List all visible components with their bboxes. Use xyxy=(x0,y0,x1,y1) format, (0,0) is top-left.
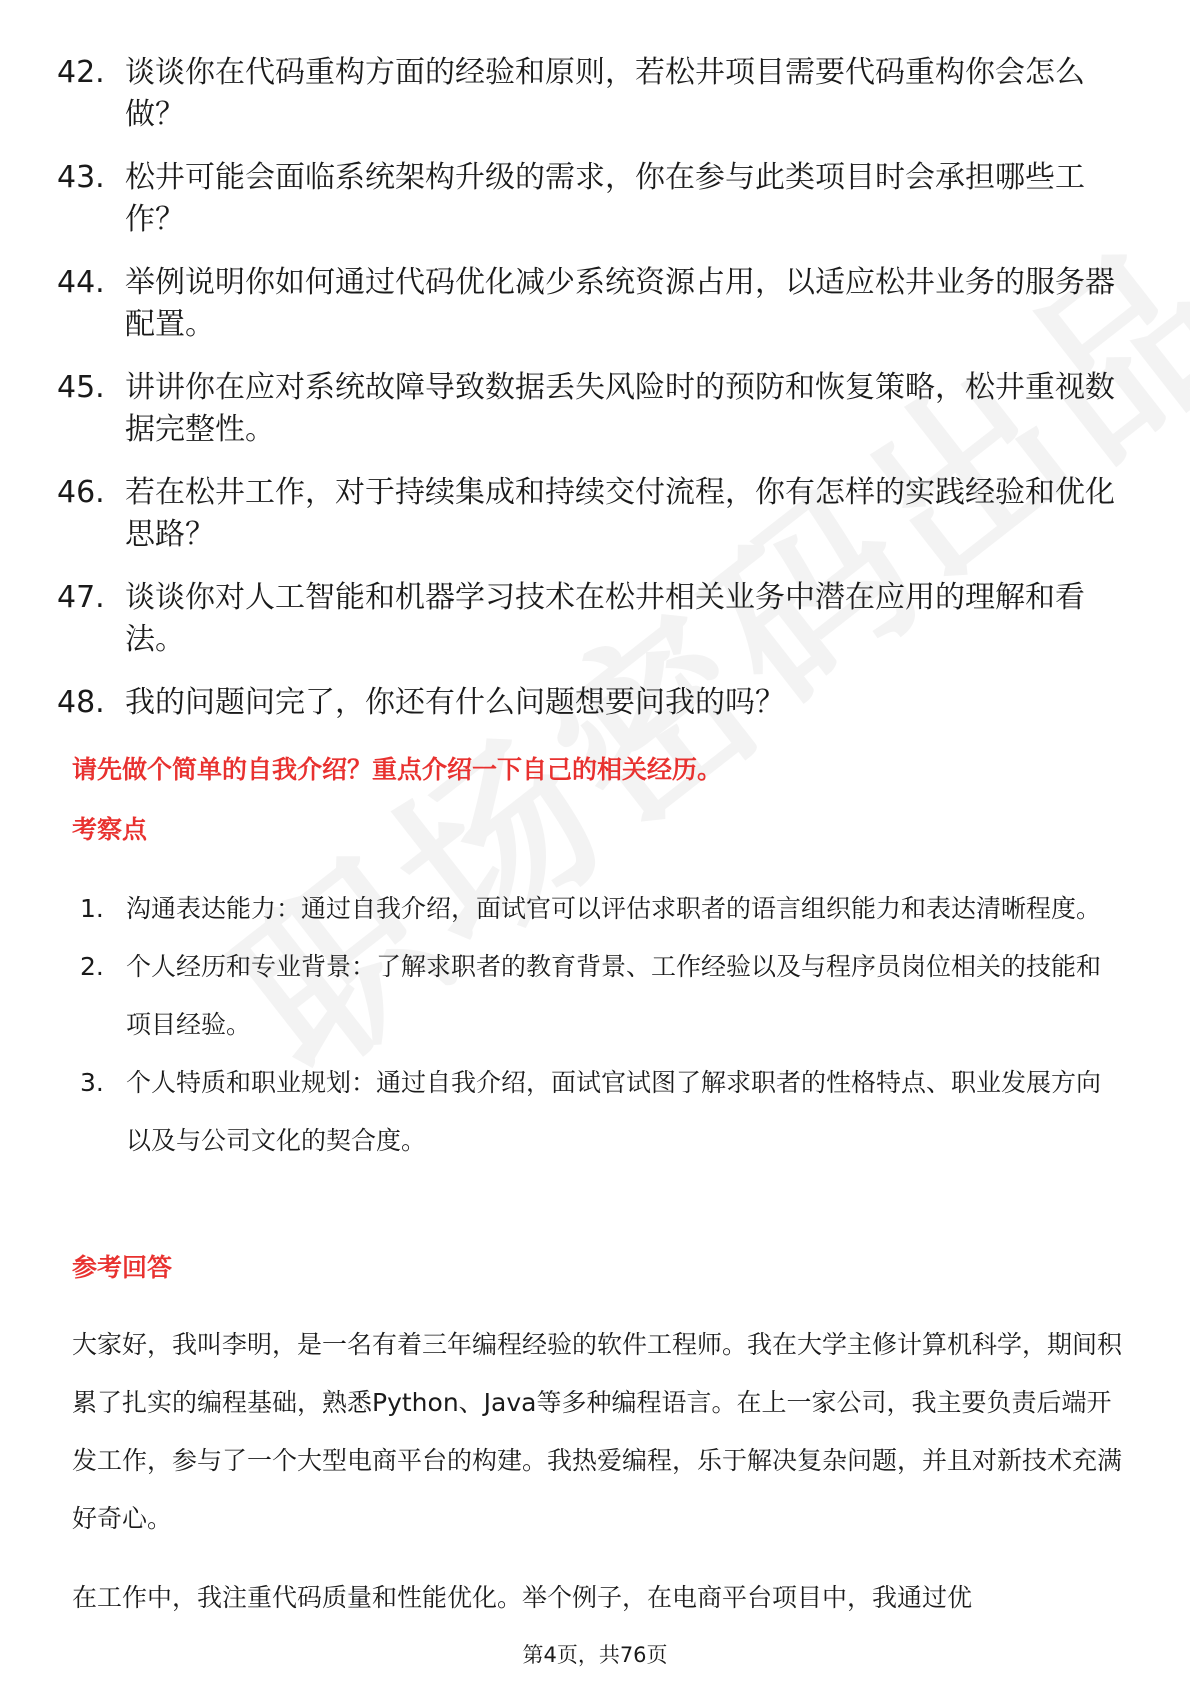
point-item xyxy=(80,880,1120,938)
point-text: 沟通表达能力：通过自我介绍，面试官可以评估求职者的语言组织能力和表达清晰程度。 xyxy=(126,894,1102,923)
point-text: 个人经历和专业背景：了解求职者的教育背景、工作经验以及与程序员岗位相关的技能和项目经验。 xyxy=(126,952,1102,1039)
question-number: 42. xyxy=(57,55,105,90)
question-number: 48. xyxy=(57,685,105,720)
featured-question: 请先做个简单的自我介绍？重点介绍一下自己的相关经历。 xyxy=(72,755,723,784)
question-number: 43. xyxy=(57,160,105,195)
question-text: 举例说明你如何通过代码优化减少系统资源占用，以适应松井业务的服务器配置。 xyxy=(125,265,1115,342)
question-item xyxy=(57,157,1127,241)
question-text: 谈谈你对人工智能和机器学习技术在松井相关业务中潜在应用的理解和看法。 xyxy=(125,580,1085,657)
question-text: 谈谈你在代码重构方面的经验和原则，若松井项目需要代码重构你会怎么做？ xyxy=(125,55,1085,132)
question-item xyxy=(57,52,1127,136)
section-title-answer: 参考回答 xyxy=(72,1253,173,1282)
points-list xyxy=(80,880,1120,1170)
page-footer: 第4页，共76页 xyxy=(522,1643,668,1667)
question-list xyxy=(57,52,1127,745)
question-item xyxy=(57,367,1127,451)
question-text: 松井可能会面临系统架构升级的需求，你在参与此类项目时会承担哪些工作？ xyxy=(125,160,1085,237)
point-number: 2. xyxy=(80,952,104,981)
answer-paragraph: 在工作中，我注重代码质量和性能优化。举个例子，在电商平台项目中，我通过优 xyxy=(72,1583,973,1612)
section-title-points: 考察点 xyxy=(72,815,148,844)
question-item xyxy=(57,262,1127,346)
question-item xyxy=(57,577,1127,661)
question-number: 44. xyxy=(57,265,105,300)
question-text: 讲讲你在应对系统故障导致数据丢失风险时的预防和恢复策略，松井重视数据完整性。 xyxy=(125,370,1115,447)
question-item xyxy=(57,472,1127,556)
question-number: 46. xyxy=(57,475,105,510)
answer-paragraph: 大家好，我叫李明，是一名有着三年编程经验的软件工程师。我在大学主修计算机科学，期间积累了扎实的编程基础，熟悉Python、Java等多种编程语言。在上一家公司，我主要负责后端开发工作，参与了一个大型电商平台的构建。我热爱编程，乐于解决复杂问题，并且对新技术充满好奇心。 xyxy=(72,1330,1123,1533)
point-number: 3. xyxy=(80,1068,104,1097)
point-item xyxy=(80,1054,1120,1170)
point-number: 1. xyxy=(80,894,104,923)
point-item xyxy=(80,938,1120,1054)
question-number: 45. xyxy=(57,370,105,405)
question-item xyxy=(57,682,1127,724)
question-text: 若在松井工作，对于持续集成和持续交付流程，你有怎样的实践经验和优化思路？ xyxy=(125,475,1115,552)
question-text: 我的问题问完了，你还有什么问题想要问我的吗？ xyxy=(125,685,785,720)
point-text: 个人特质和职业规划：通过自我介绍，面试官试图了解求职者的性格特点、职业发展方向以及与公司文化的契合度。 xyxy=(126,1068,1102,1155)
question-number: 47. xyxy=(57,580,105,615)
